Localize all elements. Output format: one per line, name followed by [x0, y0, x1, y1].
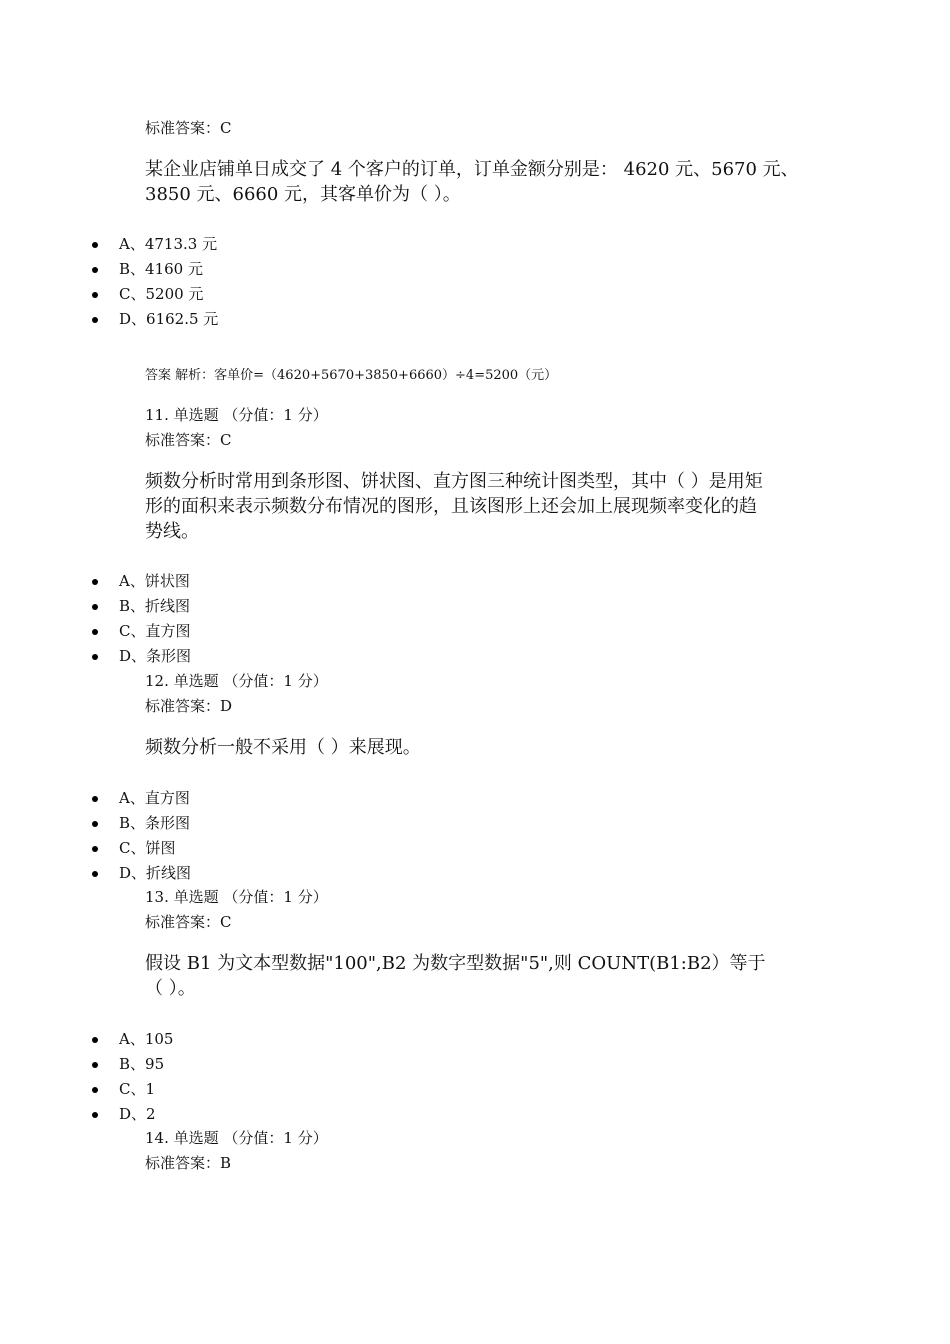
option-label: D、2 — [119, 1105, 156, 1123]
option-item[interactable] — [0, 1027, 173, 1052]
bullet-icon — [92, 267, 98, 273]
option-label: A、4713.3 元 — [119, 235, 218, 253]
option-list — [0, 1027, 173, 1127]
option-item[interactable] — [0, 282, 218, 307]
standard-answer: 标准答案：C — [145, 913, 232, 931]
standard-answer: 标准答案：D — [145, 697, 233, 715]
option-label: D、条形图 — [119, 647, 192, 665]
option-label: C、饼图 — [119, 839, 176, 857]
question-text — [145, 157, 815, 207]
option-item[interactable] — [0, 1102, 173, 1127]
standard-answer: 标准答案：C — [145, 119, 232, 137]
bullet-icon — [92, 846, 98, 852]
question-text — [145, 951, 815, 1001]
option-item[interactable] — [0, 619, 191, 644]
option-item[interactable] — [0, 1052, 173, 1077]
option-label: C、5200 元 — [119, 285, 204, 303]
option-label: D、折线图 — [119, 864, 192, 882]
question-header: 13. 单选题 （分值：1 分） — [145, 888, 328, 906]
question-header: 14. 单选题 （分值：1 分） — [145, 1129, 328, 1147]
bullet-icon — [92, 1037, 98, 1043]
question-line: 势线。 — [145, 521, 199, 542]
option-label: A、直方图 — [119, 789, 190, 807]
bullet-icon — [92, 317, 98, 323]
option-item[interactable] — [0, 644, 191, 669]
option-item[interactable] — [0, 786, 191, 811]
bullet-icon — [92, 629, 98, 635]
option-label: B、折线图 — [119, 597, 191, 615]
option-label: A、饼状图 — [119, 572, 190, 590]
option-label: D、6162.5 元 — [119, 310, 219, 328]
option-item[interactable] — [0, 257, 218, 282]
bullet-icon — [92, 1112, 98, 1118]
bullet-icon — [92, 654, 98, 660]
question-line: 3850 元、6660 元，其客单价为（ ）。 — [145, 184, 461, 205]
option-item[interactable] — [0, 811, 191, 836]
bullet-icon — [92, 821, 98, 827]
question-text — [145, 469, 815, 544]
question-header: 12. 单选题 （分值：1 分） — [145, 672, 328, 690]
option-item[interactable] — [0, 569, 191, 594]
bullet-icon — [92, 796, 98, 802]
question-line: 某企业店铺单日成交了 4 个客户的订单，订单金额分别是： 4620 元、5670 元、 — [145, 159, 799, 180]
option-label: A、105 — [119, 1030, 174, 1048]
question-line: 形的面积来表示频数分布情况的图形，且该图形上还会加上展现频率变化的趋 — [145, 496, 757, 517]
bullet-icon — [92, 1062, 98, 1068]
option-label: C、直方图 — [119, 622, 191, 640]
option-item[interactable] — [0, 594, 191, 619]
bullet-icon — [92, 604, 98, 610]
option-item[interactable] — [0, 836, 191, 861]
answer-explanation: 答案 解析：客单价=（4620+5670+3850+6660）÷4=5200（元） — [145, 368, 558, 383]
option-item[interactable] — [0, 861, 191, 886]
question-line: 假设 B1 为文本型数据"100",B2 为数字型数据"5",则 COUNT(B1:B2）等于 — [145, 953, 766, 974]
option-list — [0, 786, 191, 886]
bullet-icon — [92, 1087, 98, 1093]
standard-answer: 标准答案：B — [145, 1154, 232, 1172]
standard-answer: 标准答案：C — [145, 431, 232, 449]
option-label: B、95 — [119, 1055, 165, 1073]
option-label: B、4160 元 — [119, 260, 203, 278]
option-item[interactable] — [0, 232, 218, 257]
bullet-icon — [92, 242, 98, 248]
option-item[interactable] — [0, 1077, 173, 1102]
question-line: （ ）。 — [145, 978, 196, 999]
bullet-icon — [92, 292, 98, 298]
bullet-icon — [92, 871, 98, 877]
option-item[interactable] — [0, 307, 218, 332]
option-label: C、1 — [119, 1080, 156, 1098]
bullet-icon — [92, 579, 98, 585]
question-line: 频数分析一般不采用（ ）来展现。 — [145, 737, 421, 758]
option-list — [0, 232, 218, 332]
question-line: 频数分析时常用到条形图、饼状图、直方图三种统计图类型，其中（ ）是用矩 — [145, 471, 763, 492]
question-text — [145, 735, 815, 760]
question-header: 11. 单选题 （分值：1 分） — [145, 406, 328, 424]
option-label: B、条形图 — [119, 814, 191, 832]
option-list — [0, 569, 191, 669]
